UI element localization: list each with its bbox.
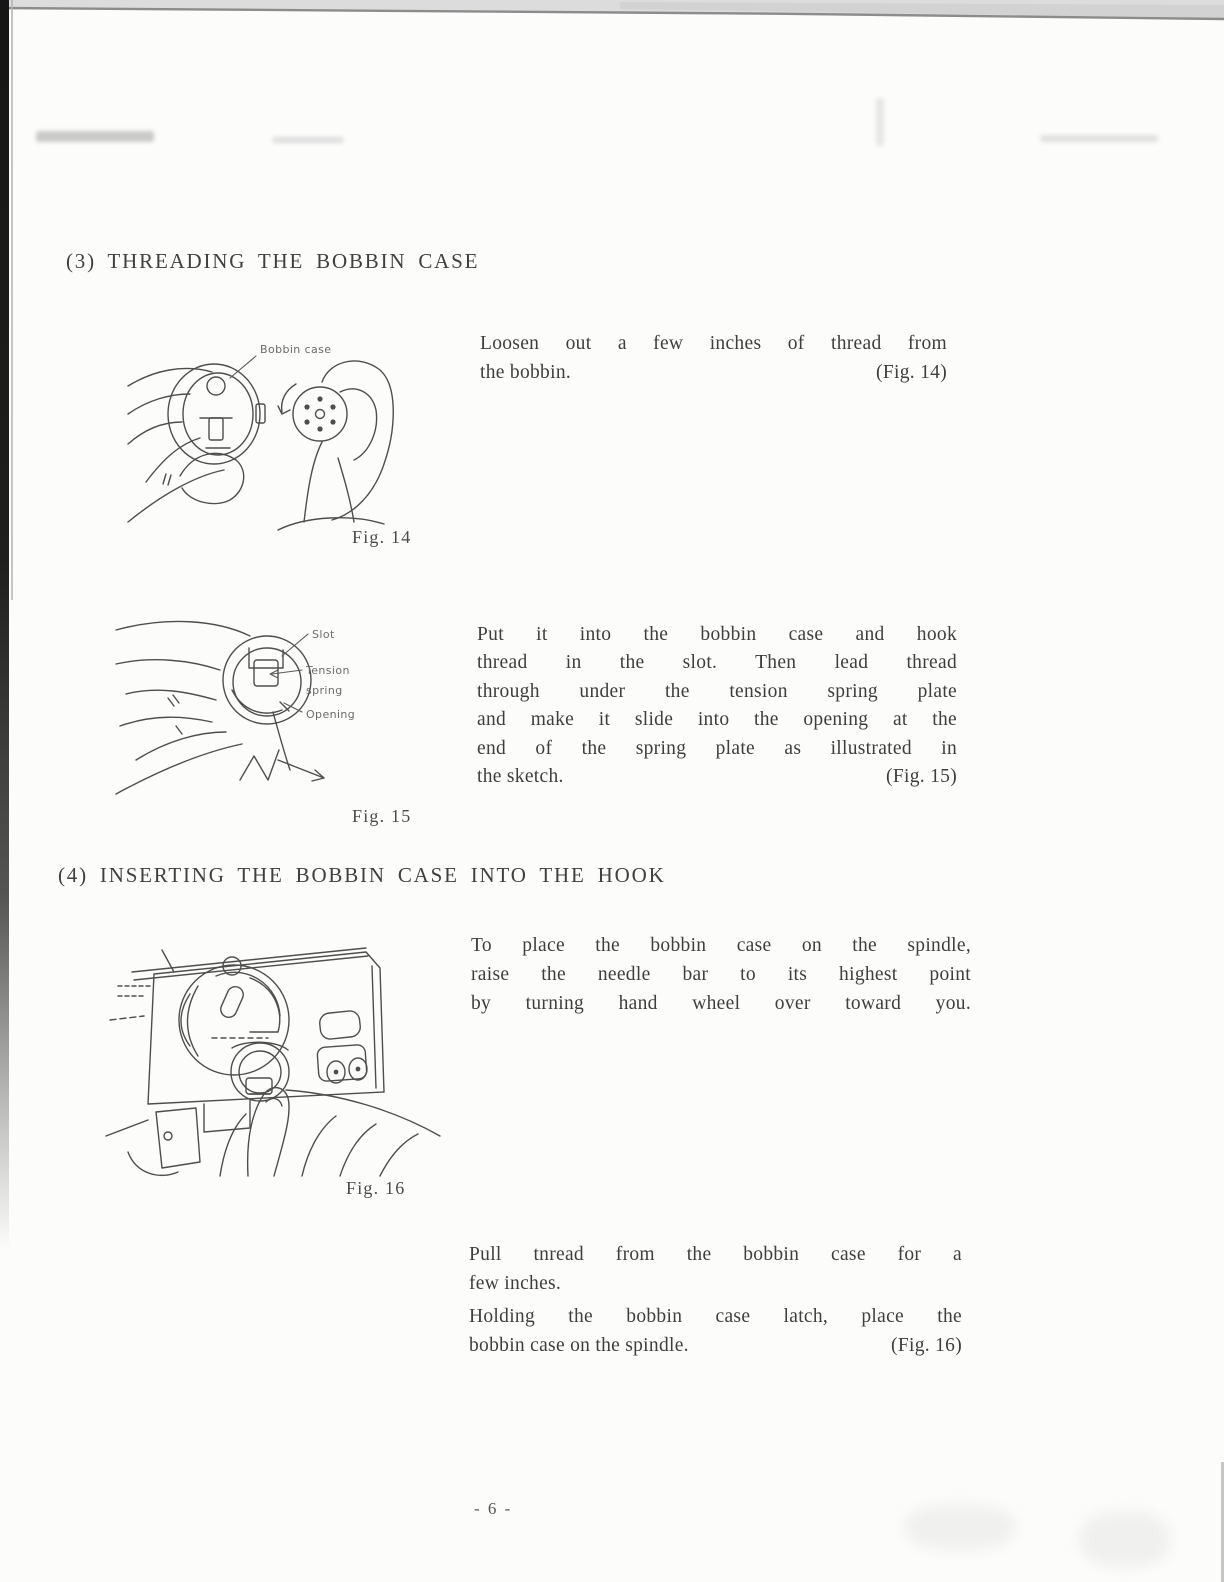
scan-artifact-left-line — [11, 0, 13, 600]
scan-blob — [905, 1505, 1015, 1550]
scan-smudge — [36, 131, 154, 142]
section-3-heading: (3) THREADING THE BOBBIN CASE — [66, 249, 480, 273]
scan-smudge — [1040, 135, 1158, 142]
page-number: - 6 - — [474, 1499, 513, 1518]
fig-16-caption: Fig. 16 — [346, 1178, 406, 1198]
text-line: and make it slide into the opening at the — [477, 709, 957, 731]
scan-smudge — [272, 137, 344, 143]
text-line: the sketch. (Fig. 15) — [477, 763, 957, 791]
section-4-heading: (4) INSERTING THE BOBBIN CASE INTO THE HOOK — [58, 863, 666, 887]
text-line: bobbin case on the spindle. (Fig. 16) — [469, 1331, 962, 1360]
scan-artifact-top-edge — [0, 0, 1224, 26]
text-line: few inches. — [469, 1273, 562, 1294]
fig-ref: (Fig. 16) — [891, 1335, 962, 1356]
fig-14-caption: Fig. 14 — [352, 527, 412, 547]
fig-15-label-opening: Opening — [306, 708, 356, 721]
fig-15-label-tension: Tension — [306, 664, 350, 677]
fig-16-illustration — [104, 924, 444, 1179]
scan-blob — [1080, 1512, 1170, 1567]
para-loosen-thread — [480, 329, 947, 387]
fig-ref: (Fig. 15) — [886, 765, 957, 787]
text-line: the bobbin. (Fig. 14) — [480, 358, 947, 387]
para-pull-thread — [469, 1240, 962, 1298]
fig-15-label-spring: spring — [306, 684, 343, 697]
fig-15-illustration — [112, 604, 442, 809]
text-line: raise the needle bar to its highest point — [471, 964, 971, 985]
fig-14-label-bobbin-case: Bobbin case — [260, 343, 332, 356]
text-line: Pull tnread from the bobbin case for a — [469, 1244, 962, 1265]
text-line: Holding the bobbin case latch, place the — [469, 1306, 962, 1327]
text-line: thread in the slot. Then lead thread — [477, 652, 957, 674]
text-line: by turning hand wheel over toward you. — [471, 993, 971, 1014]
text-line: through under the tension spring plate — [477, 680, 957, 702]
fig-14-illustration — [126, 330, 456, 535]
text-line: Loosen out a few inches of thread from — [480, 333, 947, 354]
fig-15-label-slot: Slot — [312, 628, 335, 641]
fig-15-caption: Fig. 15 — [352, 806, 412, 826]
fig-ref: (Fig. 14) — [876, 362, 947, 383]
text-line: end of the spring plate as illustrated in — [477, 737, 957, 759]
text-line: Put it into the bobbin case and hook — [477, 624, 957, 645]
scan-artifact-left-edge — [0, 0, 9, 1250]
para-put-into-bobbin-case — [477, 621, 957, 791]
para-place-on-spindle — [471, 931, 971, 1018]
para-holding-latch — [469, 1302, 962, 1360]
text-line: To place the bobbin case on the spindle, — [471, 935, 971, 956]
scan-smudge — [876, 98, 884, 146]
